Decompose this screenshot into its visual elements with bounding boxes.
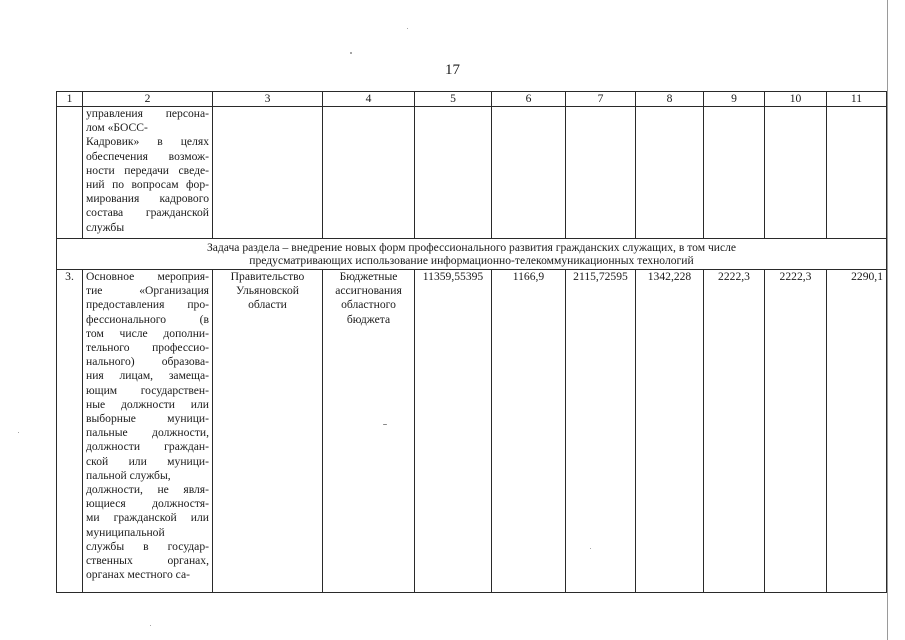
header-cell-2: 2 (83, 92, 213, 107)
cont-cell-7 (566, 107, 636, 239)
text-line: состава гражданской (86, 206, 209, 220)
row-number: 3. (57, 270, 83, 593)
header-cell-11: 11 (827, 92, 887, 107)
header-cell-5: 5 (415, 92, 492, 107)
cont-cell-8 (636, 107, 704, 239)
text-line: области (248, 298, 287, 312)
header-row (57, 92, 887, 107)
cont-cell-1 (57, 107, 83, 239)
text-line: ющим государствен- (86, 383, 209, 397)
task-row (57, 239, 887, 270)
header-cell-3: 3 (213, 92, 323, 107)
cont-cell-11 (827, 107, 887, 239)
text-line: должности граждан- (86, 440, 209, 454)
text-line: ности передачи сведе- (86, 163, 209, 177)
text-line: органах местного са- (86, 568, 190, 582)
task-line-2: предусматривающих использование информационно-телекоммуникационных технологий (249, 254, 694, 267)
scan-speck (383, 424, 387, 425)
cont-cell-5 (415, 107, 492, 239)
header-cell-9: 9 (704, 92, 765, 107)
text-line: нального) образова- (86, 355, 209, 369)
executor (216, 270, 319, 313)
value-col-8: 1342,228 (636, 270, 704, 593)
text-line: фессионального (в (86, 312, 209, 326)
text-line: Кадровик» в целях (86, 135, 209, 149)
header-cell-6: 6 (492, 92, 566, 107)
text-line: тельного профессио- (86, 341, 209, 355)
cont-description (86, 107, 209, 235)
text-line: предоставления про- (86, 298, 209, 312)
text-line: ассигнования (335, 284, 402, 298)
text-line: ний по вопросам фор- (86, 178, 209, 192)
cont-cell-10 (765, 107, 827, 239)
text-line: должности, не явля- (86, 483, 209, 497)
scan-speck (18, 432, 19, 433)
task-cell (57, 239, 887, 270)
text-line: Бюджетные (339, 270, 398, 283)
text-line: бюджета (346, 312, 391, 326)
value-col-10: 2222,3 (765, 270, 827, 593)
text-line: ния лицам, замеща- (86, 369, 209, 383)
text-line: Основное мероприя- (86, 270, 209, 283)
text-line: ской или муници- (86, 454, 209, 468)
text-line: выборные муници- (86, 412, 209, 426)
text-line: управления персона- (86, 107, 209, 120)
text-line: том числе дополни- (86, 326, 209, 340)
text-line: муниципальной (86, 525, 165, 539)
task-line-1: Задача раздела – внедрение новых форм профессионального развития гражданских служащих, в том числе (206, 241, 737, 254)
scan-speck (150, 625, 151, 626)
text-line: лом «БОСС- (86, 121, 148, 135)
executor-cell (213, 270, 323, 593)
cont-cell-9 (704, 107, 765, 239)
measure-description (86, 270, 209, 582)
scan-speck (407, 28, 408, 29)
source-cell (323, 270, 415, 593)
text-line: ные должности или (86, 397, 209, 411)
value-col-11: 2290,1 (827, 270, 887, 593)
description-cell (83, 270, 213, 593)
text-line: пальные должности, (86, 426, 209, 440)
page-edge-line (887, 0, 888, 640)
program-table (56, 91, 887, 593)
text-line: Ульяновской (236, 284, 299, 298)
text-line: ми гражданской или (86, 511, 209, 525)
value-col-7: 2115,72595 (566, 270, 636, 593)
scan-speck (590, 548, 591, 549)
value-col-9: 2222,3 (704, 270, 765, 593)
text-line: пальной службы, (86, 468, 171, 482)
text-line: обеспечения возмож- (86, 149, 209, 163)
text-line: мирования кадрового (86, 192, 209, 206)
header-cell-7: 7 (566, 92, 636, 107)
text-line: тие «Организация (86, 284, 209, 298)
page-number: 17 (445, 62, 460, 78)
header-cell-1: 1 (57, 92, 83, 107)
cont-cell-3 (213, 107, 323, 239)
header-cell-4: 4 (323, 92, 415, 107)
cont-cell-6 (492, 107, 566, 239)
text-line: службы (86, 220, 125, 234)
value-col-6: 1166,9 (492, 270, 566, 593)
cont-cell-4 (323, 107, 415, 239)
cont-description-cell (83, 107, 213, 239)
text-line: ственных органах, (86, 554, 209, 568)
header-cell-10: 10 (765, 92, 827, 107)
text-line: ющиеся должностя- (86, 497, 209, 511)
header-cell-8: 8 (636, 92, 704, 107)
data-row (57, 270, 887, 593)
funding-source (326, 270, 411, 327)
text-line: Правительство (230, 270, 305, 283)
scan-speck (350, 52, 352, 54)
continuation-row (57, 107, 887, 239)
total-value: 11359,55395 (415, 270, 492, 593)
text-line: областного (341, 298, 396, 312)
text-line: службы в государ- (86, 539, 209, 553)
